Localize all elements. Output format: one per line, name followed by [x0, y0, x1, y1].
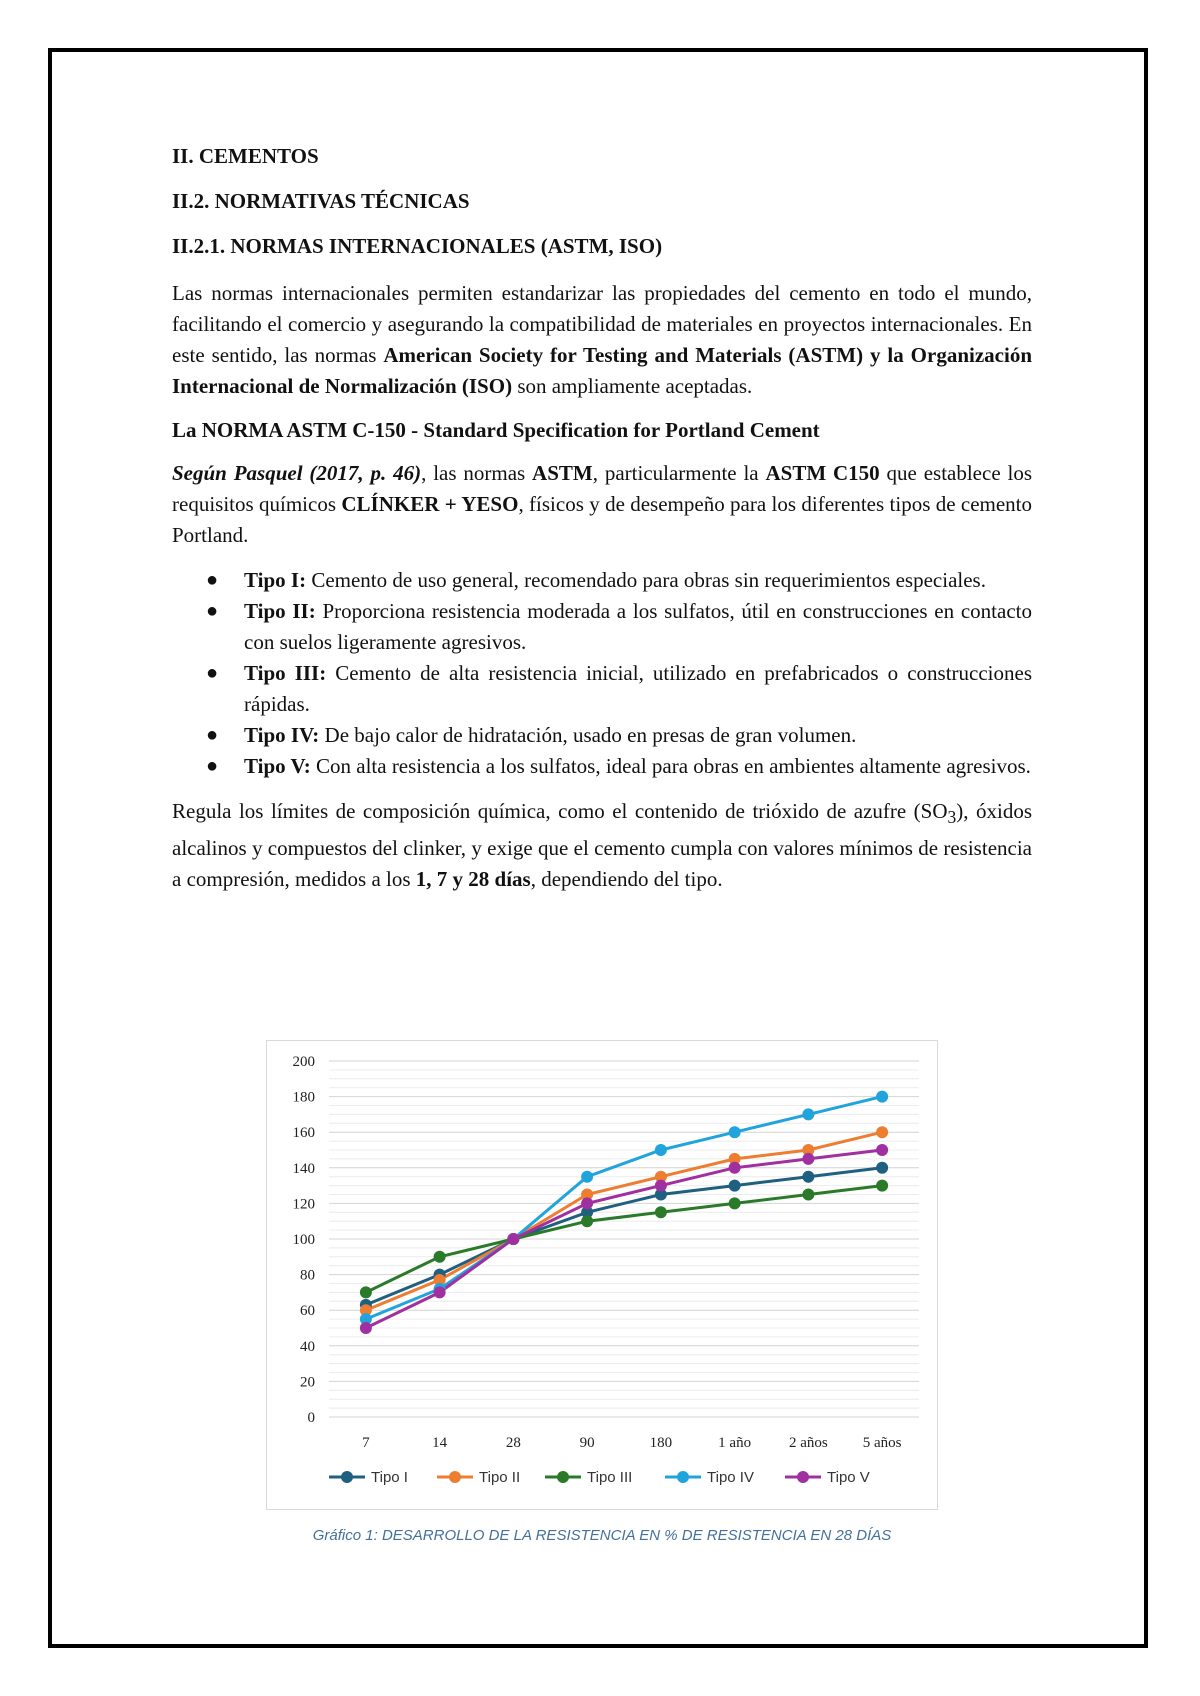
data-point — [876, 1180, 888, 1192]
y-tick-label: 180 — [292, 1089, 315, 1106]
intro-bold-orgs: American Society for Testing and Materials (ASTM) y la Organización Internacional de Normalización (ISO) — [172, 343, 1032, 398]
legend-swatch-marker — [797, 1471, 809, 1483]
intro-paragraph — [172, 278, 1032, 402]
y-tick-label: 80 — [300, 1267, 315, 1284]
citation: Según Pasquel (2017, p. 46) — [172, 461, 422, 485]
figure-caption: Gráfico 1: DESARROLLO DE LA RESISTENCIA EN % DE RESISTENCIA EN 28 DÍAS — [312, 1527, 892, 1544]
bullet-icon: ● — [206, 569, 219, 591]
type-description: De bajo calor de hidratación, usado en presas de gran volumen. — [319, 723, 857, 747]
data-point — [876, 1126, 888, 1138]
x-tick-label: 14 — [432, 1435, 448, 1451]
x-tick-label: 7 — [362, 1435, 370, 1451]
data-point — [360, 1322, 372, 1334]
x-tick-label: 180 — [649, 1435, 673, 1451]
chart-svg — [267, 1041, 939, 1511]
regula-text-1: Regula los límites de composición química, como el contenido de trióxido de azufre (SO — [172, 799, 948, 823]
legend-label: Tipo I — [371, 1469, 408, 1486]
y-tick-label: 20 — [300, 1374, 315, 1391]
y-tick-label: 100 — [292, 1232, 315, 1248]
data-point — [802, 1153, 814, 1165]
regula-text-3: , dependiendo del tipo. — [530, 867, 723, 892]
x-tick-label: 2 años — [789, 1435, 828, 1451]
astm-text-1: , las normas — [421, 461, 533, 485]
data-point — [876, 1091, 888, 1103]
legend-label: Tipo V — [827, 1469, 870, 1486]
type-label: Tipo II: — [244, 599, 316, 623]
data-point — [655, 1144, 667, 1156]
list-item — [206, 658, 1032, 720]
x-tick-label: 28 — [505, 1435, 521, 1451]
y-tick-label: 120 — [292, 1196, 315, 1213]
x-tick-label: 5 años — [862, 1435, 902, 1451]
so3-subscript: 3 — [947, 807, 957, 828]
intro-text-end: son ampliamente aceptadas. — [512, 374, 753, 398]
y-tick-label: 0 — [307, 1410, 315, 1426]
intro-text: Las normas internacionales permiten estandarizar las propiedades del cemento en todo el mundo, facilitando el comercio y asegurando la compatibilidad de materiales en proyectos internacionales. En este sentido, las normas — [172, 281, 1032, 367]
data-point — [729, 1126, 741, 1138]
x-tick-label: 90 — [579, 1435, 595, 1451]
astm-text-3: que establece los requisitos químicos — [172, 461, 1032, 516]
legend-label: Tipo IV — [707, 1469, 754, 1486]
legend-label: Tipo III — [587, 1469, 633, 1486]
legend-swatch-marker — [341, 1471, 353, 1483]
astm-bold-3: CLÍNKER + YESO — [341, 492, 519, 516]
bullet-icon: ● — [206, 755, 219, 777]
y-tick-label: 60 — [300, 1303, 315, 1320]
list-item — [206, 751, 1032, 782]
astm-text-2: , particularmente la — [592, 461, 766, 485]
cement-types-list — [172, 565, 1032, 782]
bullet-icon: ● — [206, 724, 219, 746]
data-point — [655, 1180, 667, 1192]
type-description: Proporciona resistencia moderada a los sulfatos, útil en construcciones en contacto con suelos ligeramente agresivos. — [244, 599, 1032, 654]
type-label: Tipo IV: — [244, 723, 320, 747]
data-point — [507, 1233, 519, 1245]
data-point — [581, 1171, 593, 1183]
data-point — [802, 1108, 814, 1120]
data-point — [729, 1197, 741, 1209]
data-point — [729, 1162, 741, 1174]
data-point — [434, 1286, 446, 1298]
type-description: Cemento de uso general, recomendado para obras sin requerimientos especiales. — [306, 568, 986, 592]
data-point — [581, 1215, 593, 1227]
list-item — [206, 565, 1032, 596]
legend-label: Tipo II — [479, 1469, 521, 1486]
type-description: Cemento de alta resistencia inicial, utilizado en prefabricados o construcciones rápidas. — [244, 661, 1032, 716]
data-point — [802, 1171, 814, 1183]
regula-bold-days: 1, 7 y 28 días — [415, 867, 531, 892]
y-tick-label: 140 — [292, 1160, 315, 1177]
type-label: Tipo I: — [244, 568, 307, 592]
regula-text-2: ), óxidos alcalinos y compuestos del clinker, y exige que el cemento cumpla con valores mínimos de resistencia a compresión, medidos a los — [172, 799, 1033, 892]
subsection-heading: II.2. NORMATIVAS TÉCNICAS — [172, 189, 470, 213]
data-point — [729, 1180, 741, 1192]
data-point — [434, 1251, 446, 1263]
bullet-icon: ● — [206, 600, 219, 622]
data-point — [581, 1197, 593, 1209]
data-point — [360, 1286, 372, 1298]
type-label: Tipo III: — [244, 661, 327, 685]
regula-paragraph — [172, 796, 1032, 895]
data-point — [802, 1189, 814, 1201]
data-point — [876, 1162, 888, 1174]
data-point — [655, 1206, 667, 1218]
data-point — [876, 1144, 888, 1156]
list-item — [206, 720, 1032, 751]
astm-bold-1: ASTM — [532, 461, 593, 485]
legend-swatch-marker — [677, 1471, 689, 1483]
astm-subtitle: La NORMA ASTM C-150 - Standard Specification for Portland Cement — [172, 418, 820, 442]
type-description: Con alta resistencia a los sulfatos, ideal para obras en ambientes altamente agresivos. — [310, 754, 1031, 778]
y-tick-label: 160 — [292, 1125, 315, 1142]
strength-chart — [266, 1040, 938, 1510]
list-item — [206, 596, 1032, 658]
astm-paragraph — [172, 458, 1032, 551]
y-tick-label: 200 — [292, 1054, 315, 1070]
section-heading: II. CEMENTOS — [172, 144, 319, 168]
legend-swatch-marker — [449, 1471, 461, 1483]
astm-bold-2: ASTM C150 — [765, 461, 880, 485]
x-tick-label: 1 año — [718, 1435, 752, 1451]
legend-swatch-marker — [557, 1471, 569, 1483]
subsubsection-heading: II.2.1. NORMAS INTERNACIONALES (ASTM, ISO) — [172, 234, 663, 258]
bullet-icon: ● — [206, 662, 219, 684]
type-label: Tipo V: — [244, 754, 311, 778]
document-body — [172, 143, 1032, 909]
y-tick-label: 40 — [300, 1338, 315, 1355]
astm-text-4: , físicos y de desempeño para los diferentes tipos de cemento Portland. — [172, 492, 1033, 547]
